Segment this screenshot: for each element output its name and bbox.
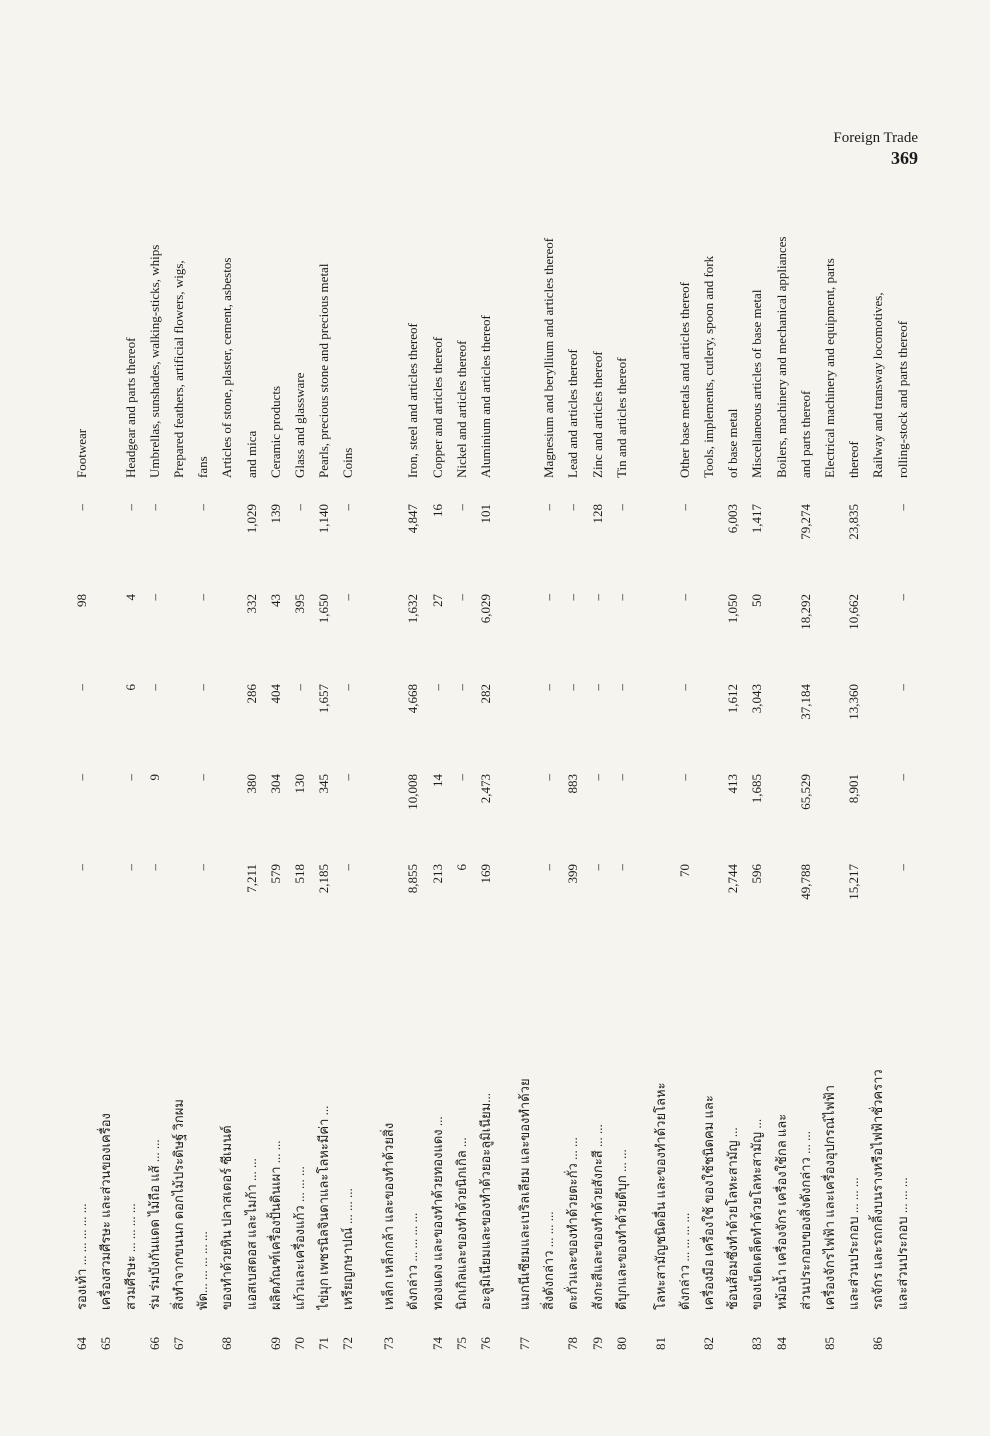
thai-description: แอสเบสตอส และไมก้า ... ... [243, 1158, 259, 1310]
thai-description: แก้วและเครื่องแก้ว ... ... ... [291, 1166, 307, 1310]
thai-description: เหรียญกษาปณ์ ... ... ... [340, 1188, 356, 1310]
value-col-2: 345 [316, 774, 332, 794]
value-col-4: 6,029 [477, 594, 493, 624]
section-title: Foreign Trade [833, 130, 918, 146]
value-col-3: – [541, 684, 557, 691]
thai-description: โลหะสามัญชนิดอื่น และของทำด้วยโลหะ [652, 1082, 668, 1310]
value-col-4: 43 [267, 594, 283, 607]
english-description: Coins [340, 447, 356, 478]
value-col-4: – [613, 594, 629, 601]
thai-description: ดังกล่าว ... ... ... ... [676, 1212, 692, 1310]
table-row [473, 170, 499, 1350]
table-row [648, 170, 674, 1350]
value-col-5: 16 [429, 504, 445, 517]
value-col-2: 380 [243, 774, 259, 794]
value-col-2: – [340, 774, 356, 781]
value-col-1: 579 [267, 864, 283, 884]
thai-description: เครื่องจักรไฟฟ้า และเครื่องอุปกรณ์ไฟฟ้า [822, 1084, 838, 1310]
english-description: Electrical machinery and equipment, parts [822, 258, 838, 478]
item-number: 83 [749, 1337, 765, 1350]
value-col-3: 404 [267, 684, 283, 704]
table-row [335, 170, 361, 1350]
english-description: Glass and glassware [291, 372, 307, 478]
value-col-5: 4,847 [405, 504, 421, 534]
english-description: Iron, steel and articles thereof [405, 323, 421, 478]
item-number: 86 [870, 1337, 886, 1350]
value-col-3: – [429, 684, 445, 691]
thai-description: เหล็ก เหล็กกล้า และของทำด้วยสิ่ง [381, 1122, 397, 1310]
value-col-1: 213 [429, 864, 445, 884]
value-col-2: 413 [725, 774, 741, 794]
value-col-5: – [565, 504, 581, 511]
english-description: Prepared feathers, artificial flowers, wigs, [171, 260, 187, 478]
value-col-3: 1,657 [316, 684, 332, 714]
thai-description: ของเบ็ดเตล็ดทำด้วยโลหะสามัญ ... [749, 1118, 765, 1310]
value-col-2: 883 [565, 774, 581, 794]
value-col-4: 10,662 [846, 594, 862, 630]
value-col-5: – [613, 504, 629, 511]
value-col-2: 304 [267, 774, 283, 794]
english-description: Zinc and articles thereof [589, 351, 605, 478]
value-col-2: 9 [146, 774, 162, 781]
table-row [311, 170, 337, 1350]
value-col-2: – [453, 774, 469, 781]
value-col-4: – [589, 594, 605, 601]
value-col-4: 4 [122, 594, 138, 601]
value-col-3: – [565, 684, 581, 691]
value-col-2: – [541, 774, 557, 781]
value-col-4: 27 [429, 594, 445, 607]
value-col-3: – [676, 684, 692, 691]
value-col-1: 169 [477, 864, 493, 884]
english-description: Other base metals and articles thereof [676, 282, 692, 478]
thai-description: และส่วนประกอบ ... ... ... [846, 1177, 862, 1310]
table-row [609, 170, 635, 1350]
thai-description: ดังกล่าว ... ... ... ... [405, 1212, 421, 1310]
value-col-3: 1,612 [725, 684, 741, 714]
value-col-4: – [894, 594, 910, 601]
value-col-1: – [146, 864, 162, 871]
thai-description: พัด... ... ... ... ... [195, 1231, 211, 1310]
item-number: 78 [565, 1337, 581, 1350]
table-row [263, 170, 289, 1350]
thai-description: สังกะสีและของทำด้วยสังกะสี ... ... [589, 1124, 605, 1310]
table-row [536, 170, 562, 1350]
table-row [512, 170, 538, 1350]
table-row [865, 170, 891, 1350]
value-col-4: 1,650 [316, 594, 332, 624]
value-col-1: – [122, 864, 138, 871]
value-col-2: 8,901 [846, 774, 862, 804]
value-col-2: – [676, 774, 692, 781]
value-col-1: 2,744 [725, 864, 741, 894]
table-row [239, 170, 265, 1350]
item-number: 65 [98, 1337, 114, 1350]
value-col-5: 139 [267, 504, 283, 524]
value-col-3: – [291, 684, 307, 691]
value-col-2: – [74, 774, 90, 781]
thai-description: ดีบุกและของทำด้วยดีบุก ... ... [613, 1149, 629, 1310]
value-col-2: 130 [291, 774, 307, 794]
thai-description: ช้อนส้อมซึ่งทำด้วยโลหะสามัญ ... [725, 1127, 741, 1310]
value-col-3: 37,184 [797, 684, 813, 720]
item-number: 84 [773, 1337, 789, 1350]
table-row [166, 170, 192, 1350]
value-col-5: 1,417 [749, 504, 765, 534]
value-col-1: – [195, 864, 211, 871]
value-col-3: 282 [477, 684, 493, 704]
table-row [560, 170, 586, 1350]
value-col-1: 6 [453, 864, 469, 871]
english-description: Aluminium and articles thereof [477, 315, 493, 478]
value-col-4: – [195, 594, 211, 601]
table-row [890, 170, 916, 1350]
thai-description: แมกนีเซียมและเบริลเลียม และของทำด้วย [516, 1078, 532, 1310]
thai-description: รถจักร และรถกลิ้งบนรางหรือไฟฟ้าชั่วคราว [870, 1069, 886, 1310]
value-col-5: 128 [589, 504, 605, 524]
thai-description: ทองแดง และของทำด้วยทองแดง ... [429, 1116, 445, 1310]
table-row [190, 170, 216, 1350]
value-col-1: 7,211 [243, 864, 259, 893]
thai-description: ผลิตภัณฑ์เครื่องปั้นดินเผา ... ... [267, 1140, 283, 1310]
item-number: 72 [340, 1337, 356, 1350]
value-col-5: – [894, 504, 910, 511]
english-description: Railway and transway locomotives, [870, 292, 886, 478]
english-description: and parts thereof [797, 390, 813, 478]
item-number: 82 [701, 1337, 717, 1350]
value-col-4: 1,632 [405, 594, 421, 624]
value-col-4: 98 [74, 594, 90, 607]
value-col-2: 14 [429, 774, 445, 787]
table-row [93, 170, 119, 1350]
value-col-4: 395 [291, 594, 307, 614]
value-col-5: 23,835 [846, 504, 862, 540]
english-description: fans [195, 456, 211, 478]
value-col-2: 10,008 [405, 774, 421, 810]
item-number: 73 [381, 1337, 397, 1350]
value-col-3: – [195, 684, 211, 691]
value-col-3: 6 [122, 684, 138, 691]
value-col-2: – [894, 774, 910, 781]
item-number: 77 [516, 1337, 532, 1350]
value-col-5: 1,140 [316, 504, 332, 534]
table-row [817, 170, 843, 1350]
value-col-1: – [589, 864, 605, 871]
thai-description: นิกเกิลและของทำด้วยนิกเกิล ... [453, 1137, 469, 1310]
english-description: Magnesium and beryllium and articles thereof [541, 237, 557, 478]
english-description: thereof [846, 441, 862, 478]
value-col-4: – [565, 594, 581, 601]
thai-description: รองเท้า ... ... ... ... ... [74, 1203, 90, 1310]
english-description: Lead and articles thereof [565, 349, 581, 478]
item-number: 76 [477, 1337, 493, 1350]
table-row [720, 170, 746, 1350]
value-col-1: – [340, 864, 356, 871]
value-col-5: 101 [477, 504, 493, 524]
value-col-5: 79,274 [797, 504, 813, 540]
item-number: 80 [613, 1337, 629, 1350]
value-col-2: – [195, 774, 211, 781]
english-description: Headgear and parts thereof [122, 337, 138, 478]
table-row [744, 170, 770, 1350]
value-col-1: 518 [291, 864, 307, 884]
thai-description: เครื่องมือ เครื่องใช้ ของใช้ชนิดคม และ [701, 1095, 717, 1310]
table-row [69, 170, 95, 1350]
value-col-5: – [195, 504, 211, 511]
english-description: Tin and articles thereof [613, 357, 629, 478]
value-col-5: – [340, 504, 356, 511]
english-description: Pearls, precious stone and precious metal [316, 263, 332, 478]
table-row [793, 170, 819, 1350]
value-col-5: – [541, 504, 557, 511]
value-col-4: – [541, 594, 557, 601]
value-col-5: – [676, 504, 692, 511]
item-number: 75 [453, 1337, 469, 1350]
english-description: Articles of stone, plaster, cement, asbestos [219, 257, 235, 478]
value-col-2: – [589, 774, 605, 781]
table-row [425, 170, 451, 1350]
thai-description: หม้อน้ำ เครื่องจักร เครื่องใช้กล และ [773, 1113, 789, 1310]
value-col-2: – [122, 774, 138, 781]
value-col-1: – [613, 864, 629, 871]
value-col-3: – [613, 684, 629, 691]
value-col-3: 4,668 [405, 684, 421, 714]
table-row [841, 170, 867, 1350]
english-description: Miscellaneous articles of base metal [749, 289, 765, 478]
value-col-1: 399 [565, 864, 581, 884]
english-description: Ceramic products [267, 385, 283, 478]
table-row [142, 170, 168, 1350]
item-number: 71 [316, 1337, 332, 1350]
thai-description: ของทำด้วยหิน ปลาสเตอร์ ซีเมนต์ [219, 1125, 235, 1310]
value-col-3: – [74, 684, 90, 691]
value-col-4: 18,292 [797, 594, 813, 630]
thai-description: และส่วนประกอบ ... ... ... [894, 1177, 910, 1310]
value-col-5: – [453, 504, 469, 511]
value-col-3: 3,043 [749, 684, 765, 714]
value-col-4: 1,050 [725, 594, 741, 624]
value-col-2: – [613, 774, 629, 781]
english-description: rolling-stock and parts thereof [894, 320, 910, 478]
value-col-2: 65,529 [797, 774, 813, 810]
value-col-5: – [291, 504, 307, 511]
thai-description: สวมศีรษะ ... ... ... ... [122, 1203, 138, 1310]
table-row [672, 170, 698, 1350]
english-description: Boilers, machinery and mechanical appliances [773, 236, 789, 478]
value-col-3: – [453, 684, 469, 691]
value-col-1: 70 [676, 864, 692, 877]
thai-description: ไข่มุก เพชรนิลจินดาและโลหะมีค่า ... [316, 1105, 332, 1310]
item-number: 64 [74, 1337, 90, 1350]
value-col-1: – [541, 864, 557, 871]
page-header [833, 130, 918, 169]
item-number: 69 [267, 1337, 283, 1350]
english-description: and mica [243, 430, 259, 478]
value-col-3: – [894, 684, 910, 691]
item-number: 70 [291, 1337, 307, 1350]
page-number: 369 [891, 148, 918, 168]
value-col-4: – [453, 594, 469, 601]
value-col-4: 332 [243, 594, 259, 614]
item-number: 81 [652, 1337, 668, 1350]
value-col-3: – [146, 684, 162, 691]
thai-description: ร่ม ร่มบังกันแดด ไม้ถือ แส้ ... ... [146, 1139, 162, 1310]
value-col-1: 15,217 [846, 864, 862, 900]
table-row [769, 170, 795, 1350]
value-col-3: – [340, 684, 356, 691]
thai-description: สิ่งดังกล่าว ... ... ... [541, 1211, 557, 1310]
thai-description: ส่วนประกอบของสิ่งดังกล่าว ... ... [797, 1131, 813, 1310]
item-number: 79 [589, 1337, 605, 1350]
value-col-1: – [894, 864, 910, 871]
table-row [400, 170, 426, 1350]
value-col-1: – [74, 864, 90, 871]
english-description: Umbrellas, sunshades, walking-sticks, whips [146, 244, 162, 478]
thai-description: เครื่องสวมศีรษะ และส่วนของเครื่อง [98, 1113, 114, 1310]
value-col-5: 1,029 [243, 504, 259, 534]
value-col-4: – [676, 594, 692, 601]
value-col-4: 50 [749, 594, 765, 607]
table-row [214, 170, 240, 1350]
value-col-5: – [146, 504, 162, 511]
value-col-2: 1,685 [749, 774, 765, 804]
table-row [287, 170, 313, 1350]
english-description: Nickel and articles thereof [453, 340, 469, 478]
table-row [376, 170, 402, 1350]
value-col-3: – [589, 684, 605, 691]
value-col-4: – [146, 594, 162, 601]
item-number: 74 [429, 1337, 445, 1350]
value-col-2: 2,473 [477, 774, 493, 804]
value-col-4: – [340, 594, 356, 601]
table-row [449, 170, 475, 1350]
value-col-1: 2,185 [316, 864, 332, 894]
item-number: 67 [171, 1337, 187, 1350]
value-col-1: 49,788 [797, 864, 813, 900]
item-number: 66 [146, 1337, 162, 1350]
value-col-3: 286 [243, 684, 259, 704]
english-description: Footwear [74, 428, 90, 478]
thai-description: สิ่งทำจากขนนก ดอกไม้ประดิษฐ์ วิกผม [171, 1099, 187, 1310]
table-row [696, 170, 722, 1350]
value-col-1: 596 [749, 864, 765, 884]
rotated-trade-table [60, 170, 920, 1350]
value-col-3: 13,360 [846, 684, 862, 720]
thai-description: อะลูมิเนียมและของทำด้วยอะลูมิเนียม... [477, 1092, 493, 1310]
english-description: Copper and articles thereof [429, 336, 445, 478]
value-col-1: 8,855 [405, 864, 421, 894]
value-col-5: – [122, 504, 138, 511]
table-row [585, 170, 611, 1350]
value-col-5: – [74, 504, 90, 511]
table-row [118, 170, 144, 1350]
item-number: 85 [822, 1337, 838, 1350]
value-col-5: 6,003 [725, 504, 741, 534]
english-description: of base metal [725, 408, 741, 478]
english-description: Tools, implements, cutlery, spoon and fork [701, 255, 717, 478]
thai-description: ตะกั่วและของทำด้วยตะกั่ว ... ... [565, 1137, 581, 1310]
item-number: 68 [219, 1337, 235, 1350]
